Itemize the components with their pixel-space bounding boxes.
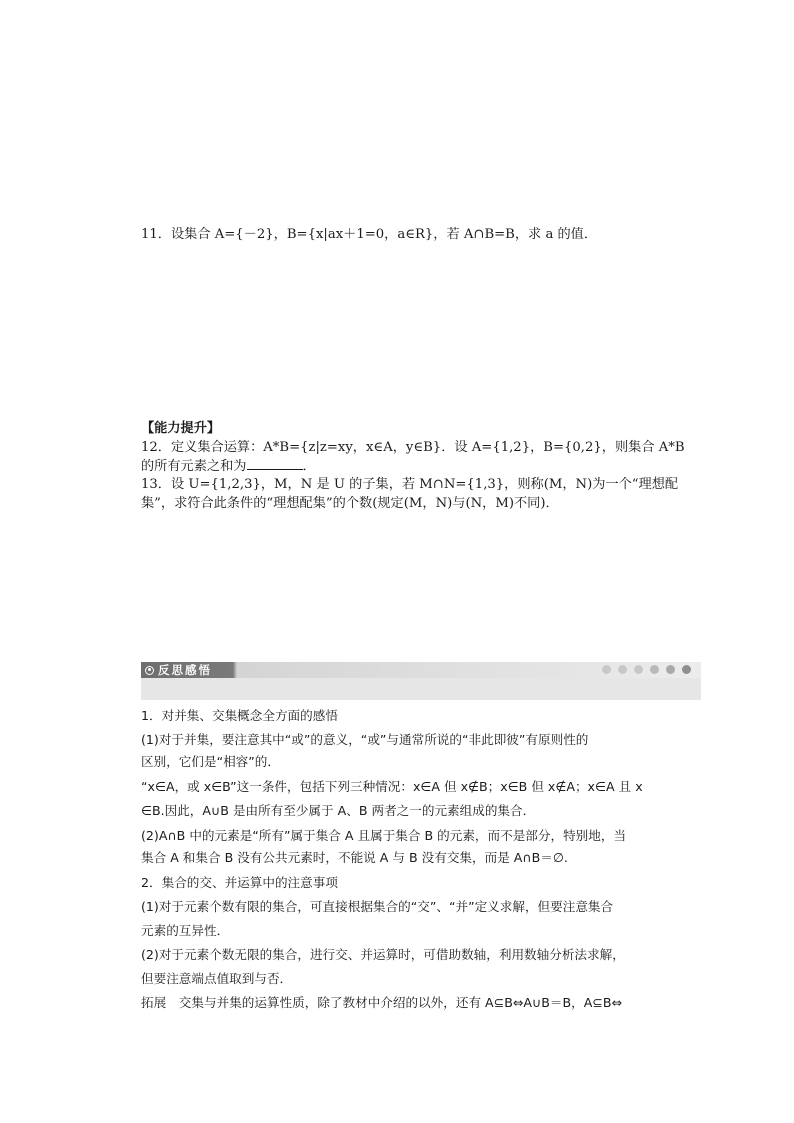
answer-blank — [247, 457, 303, 470]
dot-icon — [602, 665, 611, 674]
reflection-line: 区别，它们是“相容”的． — [141, 754, 280, 769]
decorative-dots — [602, 665, 691, 674]
reflection-line: “x∈A，或 x∈B”这一条件，包括下列三种情况：x∈A 但 x∉B；x∈B 但 x∉A；x∈A 且 x — [141, 779, 643, 794]
dot-icon — [682, 665, 691, 674]
target-icon — [145, 666, 154, 675]
reflection-title: 反思感悟 — [158, 663, 212, 677]
reflection-line: (1)对于元素个数有限的集合，可直接根据集合的“交”、“并”定义求解，但要注意集合 — [141, 899, 614, 914]
banner-band — [141, 678, 701, 700]
reflection-line: 拓展 交集与并集的运算性质，除了教材中介绍的以外，还有 A⊆B⇔A∪B＝B，A⊆B⇔ — [141, 995, 623, 1010]
reflection-line: (2)对于元素个数无限的集合，进行交、并运算时，可借助数轴，利用数轴分析法求解， — [141, 947, 625, 962]
reflection-line: 集合 A 和集合 B 没有公共元素时，不能说 A 与 B 没有交集，而是 A∩B＝∅. — [141, 850, 568, 865]
reflection-line: ∈B.因此，A∪B 是由所有至少属于 A、B 两者之一的元素组成的集合． — [141, 803, 536, 818]
dot-icon — [650, 665, 659, 674]
banner-header-strip — [141, 662, 701, 678]
dot-icon — [666, 665, 675, 674]
reflection-line: 但要注意端点值取到与否． — [141, 971, 293, 986]
problem-12-line-1: 12．定义集合运算：A*B={z|z=xy，x∈A，y∈B}．设 A={1,2}，B={0,2}，则集合 A*B — [141, 440, 685, 455]
dot-icon — [634, 665, 643, 674]
problem-12-line-2 — [141, 457, 701, 476]
problem-12-text: 的所有元素之和为 — [141, 459, 247, 474]
problem-13-line-2: 集”，求符合此条件的“理想配集”的个数(规定(M，N)与(N，M)不同)． — [141, 496, 559, 511]
reflection-line: 元素的互异性． — [141, 923, 230, 938]
reflection-banner — [141, 662, 701, 700]
problem-12-end: ． — [302, 459, 316, 474]
reflection-line: 2．集合的交、并运算中的注意事项 — [141, 875, 338, 890]
dot-icon — [618, 665, 627, 674]
reflection-line: (1)对于并集，要注意其中“或”的意义，“或”与通常所说的“非此即彼”有原则性的 — [141, 732, 589, 747]
problem-11: 11．设集合 A={－2}，B={x|ax＋1=0，a∈R}，若 A∩B=B，求 a 的值． — [141, 227, 598, 242]
reflection-line: (2)A∩B 中的元素是“所有”属于集合 A 且属于集合 B 的元素，而不是部分，特别地，当 — [141, 828, 627, 843]
reflection-line: 1．对并集、交集概念全方面的感悟 — [141, 708, 338, 723]
ability-heading: 【能力提升】 — [141, 421, 221, 436]
problem-13-line-1: 13．设 U={1,2,3}，M，N 是 U 的子集，若 M∩N={1,3}，则称(M，N)为一个“理想配 — [141, 477, 679, 492]
banner-title — [145, 663, 212, 677]
